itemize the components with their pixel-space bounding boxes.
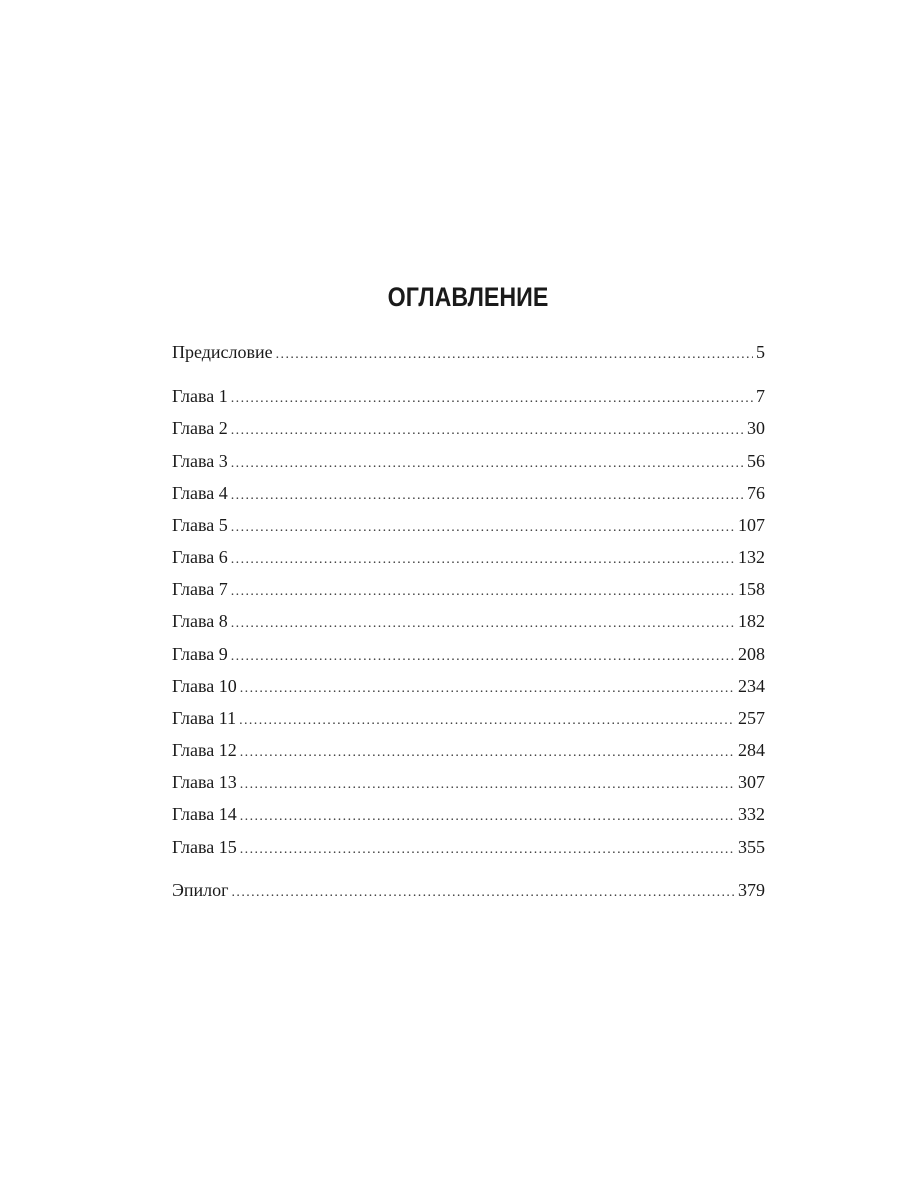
toc-entry[interactable] [172, 512, 765, 538]
toc-entry-page: 182 [738, 611, 765, 631]
toc-entry-page: 56 [747, 451, 765, 471]
toc-entry-label: Глава 7 [172, 579, 228, 599]
toc-entry-label: Глава 8 [172, 611, 228, 631]
toc-entry-page: 208 [738, 644, 765, 664]
toc-list [172, 0, 765, 1200]
toc-leader [231, 451, 744, 474]
toc-entry[interactable] [172, 834, 765, 860]
toc-entry-label: Глава 1 [172, 386, 228, 406]
toc-leader [231, 483, 744, 506]
toc-entry-page: 5 [756, 342, 765, 362]
toc-entry-page: 234 [738, 676, 765, 696]
toc-entry-label: Глава 13 [172, 772, 237, 792]
toc-entry-label: Предисловие [172, 342, 273, 362]
toc-leader [240, 804, 735, 827]
toc-entry[interactable] [172, 480, 765, 506]
toc-entry-page: 76 [747, 483, 765, 503]
toc-leader [231, 386, 753, 409]
toc-entry-page: 132 [738, 547, 765, 567]
toc-entry[interactable] [172, 415, 765, 441]
toc-entry-label: Глава 4 [172, 483, 228, 503]
toc-entry-label: Эпилог [172, 880, 229, 900]
toc-entry-page: 7 [756, 386, 765, 406]
toc-leader [240, 772, 735, 795]
toc-entry[interactable] [172, 448, 765, 474]
toc-leader [231, 418, 744, 441]
toc-entry-page: 355 [738, 837, 765, 857]
toc-leader [231, 547, 735, 570]
toc-entry-label: Глава 12 [172, 740, 237, 760]
toc-entry[interactable] [172, 877, 765, 903]
toc-entry-page: 284 [738, 740, 765, 760]
toc-leader [231, 515, 735, 538]
toc-entry-label: Глава 6 [172, 547, 228, 567]
toc-entry[interactable] [172, 737, 765, 763]
toc-entry[interactable] [172, 705, 765, 731]
toc-leader [240, 837, 735, 860]
toc-leader [232, 880, 735, 903]
toc-entry[interactable] [172, 608, 765, 634]
toc-entry-page: 158 [738, 579, 765, 599]
toc-entry[interactable] [172, 544, 765, 570]
toc-entry-label: Глава 14 [172, 804, 237, 824]
toc-leader [276, 342, 753, 365]
toc-entry-page: 332 [738, 804, 765, 824]
toc-entry-page: 307 [738, 772, 765, 792]
toc-leader [240, 676, 735, 699]
toc-entry-page: 107 [738, 515, 765, 535]
toc-entry-page: 379 [738, 880, 765, 900]
toc-leader [240, 740, 735, 763]
toc-leader [231, 644, 735, 667]
toc-entry[interactable] [172, 801, 765, 827]
toc-leader [239, 708, 735, 731]
toc-entry[interactable] [172, 769, 765, 795]
toc-entry-page: 30 [747, 418, 765, 438]
toc-entry-label: Глава 9 [172, 644, 228, 664]
toc-entry-label: Глава 11 [172, 708, 237, 728]
toc-entry[interactable] [172, 383, 765, 409]
toc-entry-label: Глава 5 [172, 515, 228, 535]
toc-entry-label: Глава 3 [172, 451, 228, 471]
toc-entry[interactable] [172, 576, 765, 602]
page-title: ОГЛАВЛЕНИЕ [387, 282, 549, 312]
toc-entry[interactable] [172, 673, 765, 699]
toc-entry-page: 257 [738, 708, 765, 728]
toc-entry-label: Глава 2 [172, 418, 228, 438]
toc-entry[interactable] [172, 641, 765, 667]
toc-entry-label: Глава 10 [172, 676, 237, 696]
toc-leader [231, 579, 735, 602]
toc-leader [231, 611, 735, 634]
toc-entry[interactable] [172, 339, 765, 365]
toc-entry-label: Глава 15 [172, 837, 237, 857]
